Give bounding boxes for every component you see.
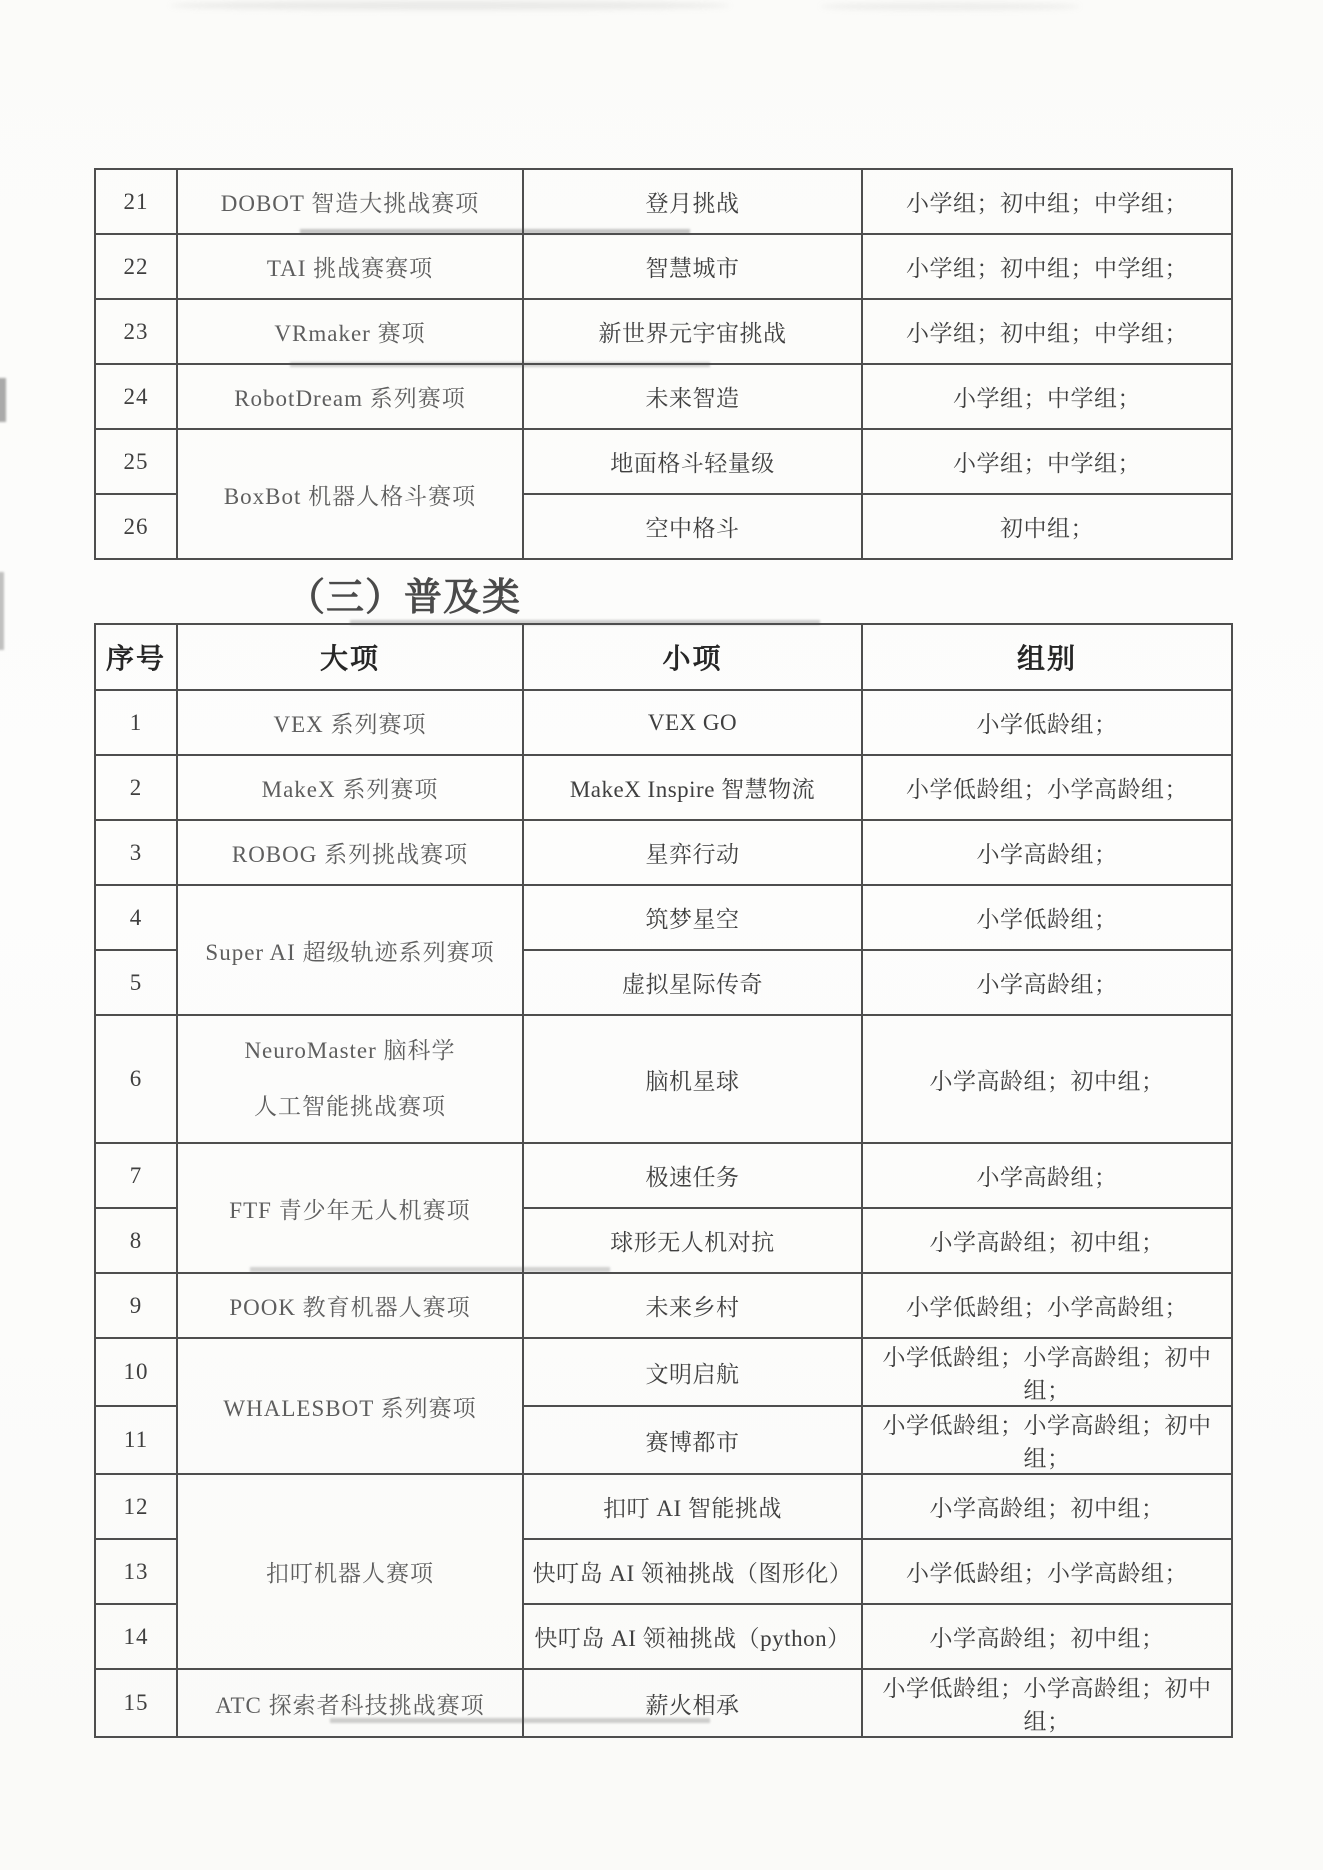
table-row [95, 1015, 1232, 1143]
scan-smudge [170, 1, 730, 10]
minor-event-cell: 新世界元宇宙挑战 [523, 299, 862, 364]
minor-event-cell: 文明启航 [523, 1338, 862, 1406]
groups-cell: 小学高龄组；初中组； [862, 1604, 1232, 1669]
minor-event-cell: 脑机星球 [523, 1015, 862, 1143]
groups-cell: 小学低龄组；小学高龄组； [862, 1273, 1232, 1338]
row-number-cell: 23 [95, 299, 177, 364]
row-number-cell: 14 [95, 1604, 177, 1669]
row-number-cell: 8 [95, 1208, 177, 1273]
row-number-cell: 12 [95, 1474, 177, 1539]
minor-event-cell: 极速任务 [523, 1143, 862, 1208]
groups-cell: 小学组；中学组； [862, 429, 1232, 494]
minor-event-cell: 筑梦星空 [523, 885, 862, 950]
groups-cell: 小学低龄组； [862, 885, 1232, 950]
groups-cell: 小学低龄组；小学高龄组；初中组； [862, 1669, 1232, 1737]
row-number-cell: 9 [95, 1273, 177, 1338]
minor-event-cell: 登月挑战 [523, 169, 862, 234]
row-number-cell: 3 [95, 820, 177, 885]
major-event-cell: BoxBot 机器人格斗赛项 [177, 429, 523, 559]
groups-cell: 小学高龄组；初中组； [862, 1474, 1232, 1539]
major-event-cell: MakeX 系列赛项 [177, 755, 523, 820]
minor-event-cell: 地面格斗轻量级 [523, 429, 862, 494]
major-event-cell: NeuroMaster 脑科学 人工智能挑战赛项 [177, 1015, 523, 1143]
row-number-cell: 13 [95, 1539, 177, 1604]
groups-cell: 小学组；初中组；中学组； [862, 234, 1232, 299]
major-event-cell: VEX 系列赛项 [177, 690, 523, 755]
row-number-cell: 2 [95, 755, 177, 820]
row-number-cell: 10 [95, 1338, 177, 1406]
major-event-cell: VRmaker 赛项 [177, 299, 523, 364]
groups-cell: 小学组；初中组；中学组； [862, 299, 1232, 364]
table-row [95, 364, 1232, 429]
groups-cell: 小学组；中学组； [862, 364, 1232, 429]
scan-smudge [0, 572, 4, 650]
table-row [95, 299, 1232, 364]
minor-event-cell: 快叮岛 AI 领袖挑战（python） [523, 1604, 862, 1669]
major-event-cell: WHALESBOT 系列赛项 [177, 1338, 523, 1474]
groups-cell: 小学低龄组；小学高龄组； [862, 1539, 1232, 1604]
row-number-cell: 4 [95, 885, 177, 950]
popularization-category-table [94, 623, 1233, 1738]
section-heading: （三）普及类 [287, 577, 522, 619]
scan-smudge [820, 3, 1080, 10]
groups-cell: 小学高龄组；初中组； [862, 1208, 1232, 1273]
challenge-category-table-continued [94, 168, 1233, 560]
major-event-cell: ROBOG 系列挑战赛项 [177, 820, 523, 885]
groups-cell: 小学低龄组；小学高龄组；初中组； [862, 1406, 1232, 1474]
table-row [95, 1669, 1232, 1737]
table-header-row [95, 624, 1232, 690]
row-number-cell: 25 [95, 429, 177, 494]
minor-event-cell: 空中格斗 [523, 494, 862, 559]
row-number-cell: 26 [95, 494, 177, 559]
major-event-cell: DOBOT 智造大挑战赛项 [177, 169, 523, 234]
major-event-cell: 扣叮机器人赛项 [177, 1474, 523, 1669]
table-row [95, 690, 1232, 755]
major-event-cell: POOK 教育机器人赛项 [177, 1273, 523, 1338]
row-number-cell: 15 [95, 1669, 177, 1737]
major-event-cell: Super AI 超级轨迹系列赛项 [177, 885, 523, 1015]
minor-event-cell: 球形无人机对抗 [523, 1208, 862, 1273]
minor-event-cell: 星弈行动 [523, 820, 862, 885]
groups-cell: 小学高龄组； [862, 1143, 1232, 1208]
minor-event-cell: 薪火相承 [523, 1669, 862, 1737]
minor-event-cell: 赛博都市 [523, 1406, 862, 1474]
table-row [95, 429, 1232, 494]
table-row [95, 820, 1232, 885]
minor-event-cell: 扣叮 AI 智能挑战 [523, 1474, 862, 1539]
table-row [95, 1474, 1232, 1539]
row-number-cell: 6 [95, 1015, 177, 1143]
major-event-cell: FTF 青少年无人机赛项 [177, 1143, 523, 1273]
minor-event-cell: MakeX Inspire 智慧物流 [523, 755, 862, 820]
groups-cell: 小学高龄组； [862, 950, 1232, 1015]
table-row [95, 169, 1232, 234]
groups-cell: 小学低龄组；小学高龄组； [862, 755, 1232, 820]
minor-event-cell: 智慧城市 [523, 234, 862, 299]
column-header: 组别 [862, 624, 1232, 690]
table-row [95, 1143, 1232, 1208]
groups-cell: 初中组； [862, 494, 1232, 559]
column-header: 大项 [177, 624, 523, 690]
table-row [95, 885, 1232, 950]
groups-cell: 小学低龄组；小学高龄组；初中组； [862, 1338, 1232, 1406]
minor-event-cell: 虚拟星际传奇 [523, 950, 862, 1015]
table-row [95, 1338, 1232, 1406]
major-event-cell: RobotDream 系列赛项 [177, 364, 523, 429]
row-number-cell: 5 [95, 950, 177, 1015]
scan-smudge [0, 378, 6, 422]
table-row [95, 1273, 1232, 1338]
table-row [95, 755, 1232, 820]
groups-cell: 小学高龄组； [862, 820, 1232, 885]
major-event-cell: TAI 挑战赛赛项 [177, 234, 523, 299]
row-number-cell: 21 [95, 169, 177, 234]
groups-cell: 小学高龄组；初中组； [862, 1015, 1232, 1143]
column-header: 序号 [95, 624, 177, 690]
minor-event-cell: 未来智造 [523, 364, 862, 429]
minor-event-cell: 快叮岛 AI 领袖挑战（图形化） [523, 1539, 862, 1604]
row-number-cell: 22 [95, 234, 177, 299]
minor-event-cell: 未来乡村 [523, 1273, 862, 1338]
major-event-cell: ATC 探索者科技挑战赛项 [177, 1669, 523, 1737]
row-number-cell: 1 [95, 690, 177, 755]
row-number-cell: 11 [95, 1406, 177, 1474]
minor-event-cell: VEX GO [523, 690, 862, 755]
table-row [95, 234, 1232, 299]
groups-cell: 小学组；初中组；中学组； [862, 169, 1232, 234]
groups-cell: 小学低龄组； [862, 690, 1232, 755]
row-number-cell: 7 [95, 1143, 177, 1208]
column-header: 小项 [523, 624, 862, 690]
row-number-cell: 24 [95, 364, 177, 429]
